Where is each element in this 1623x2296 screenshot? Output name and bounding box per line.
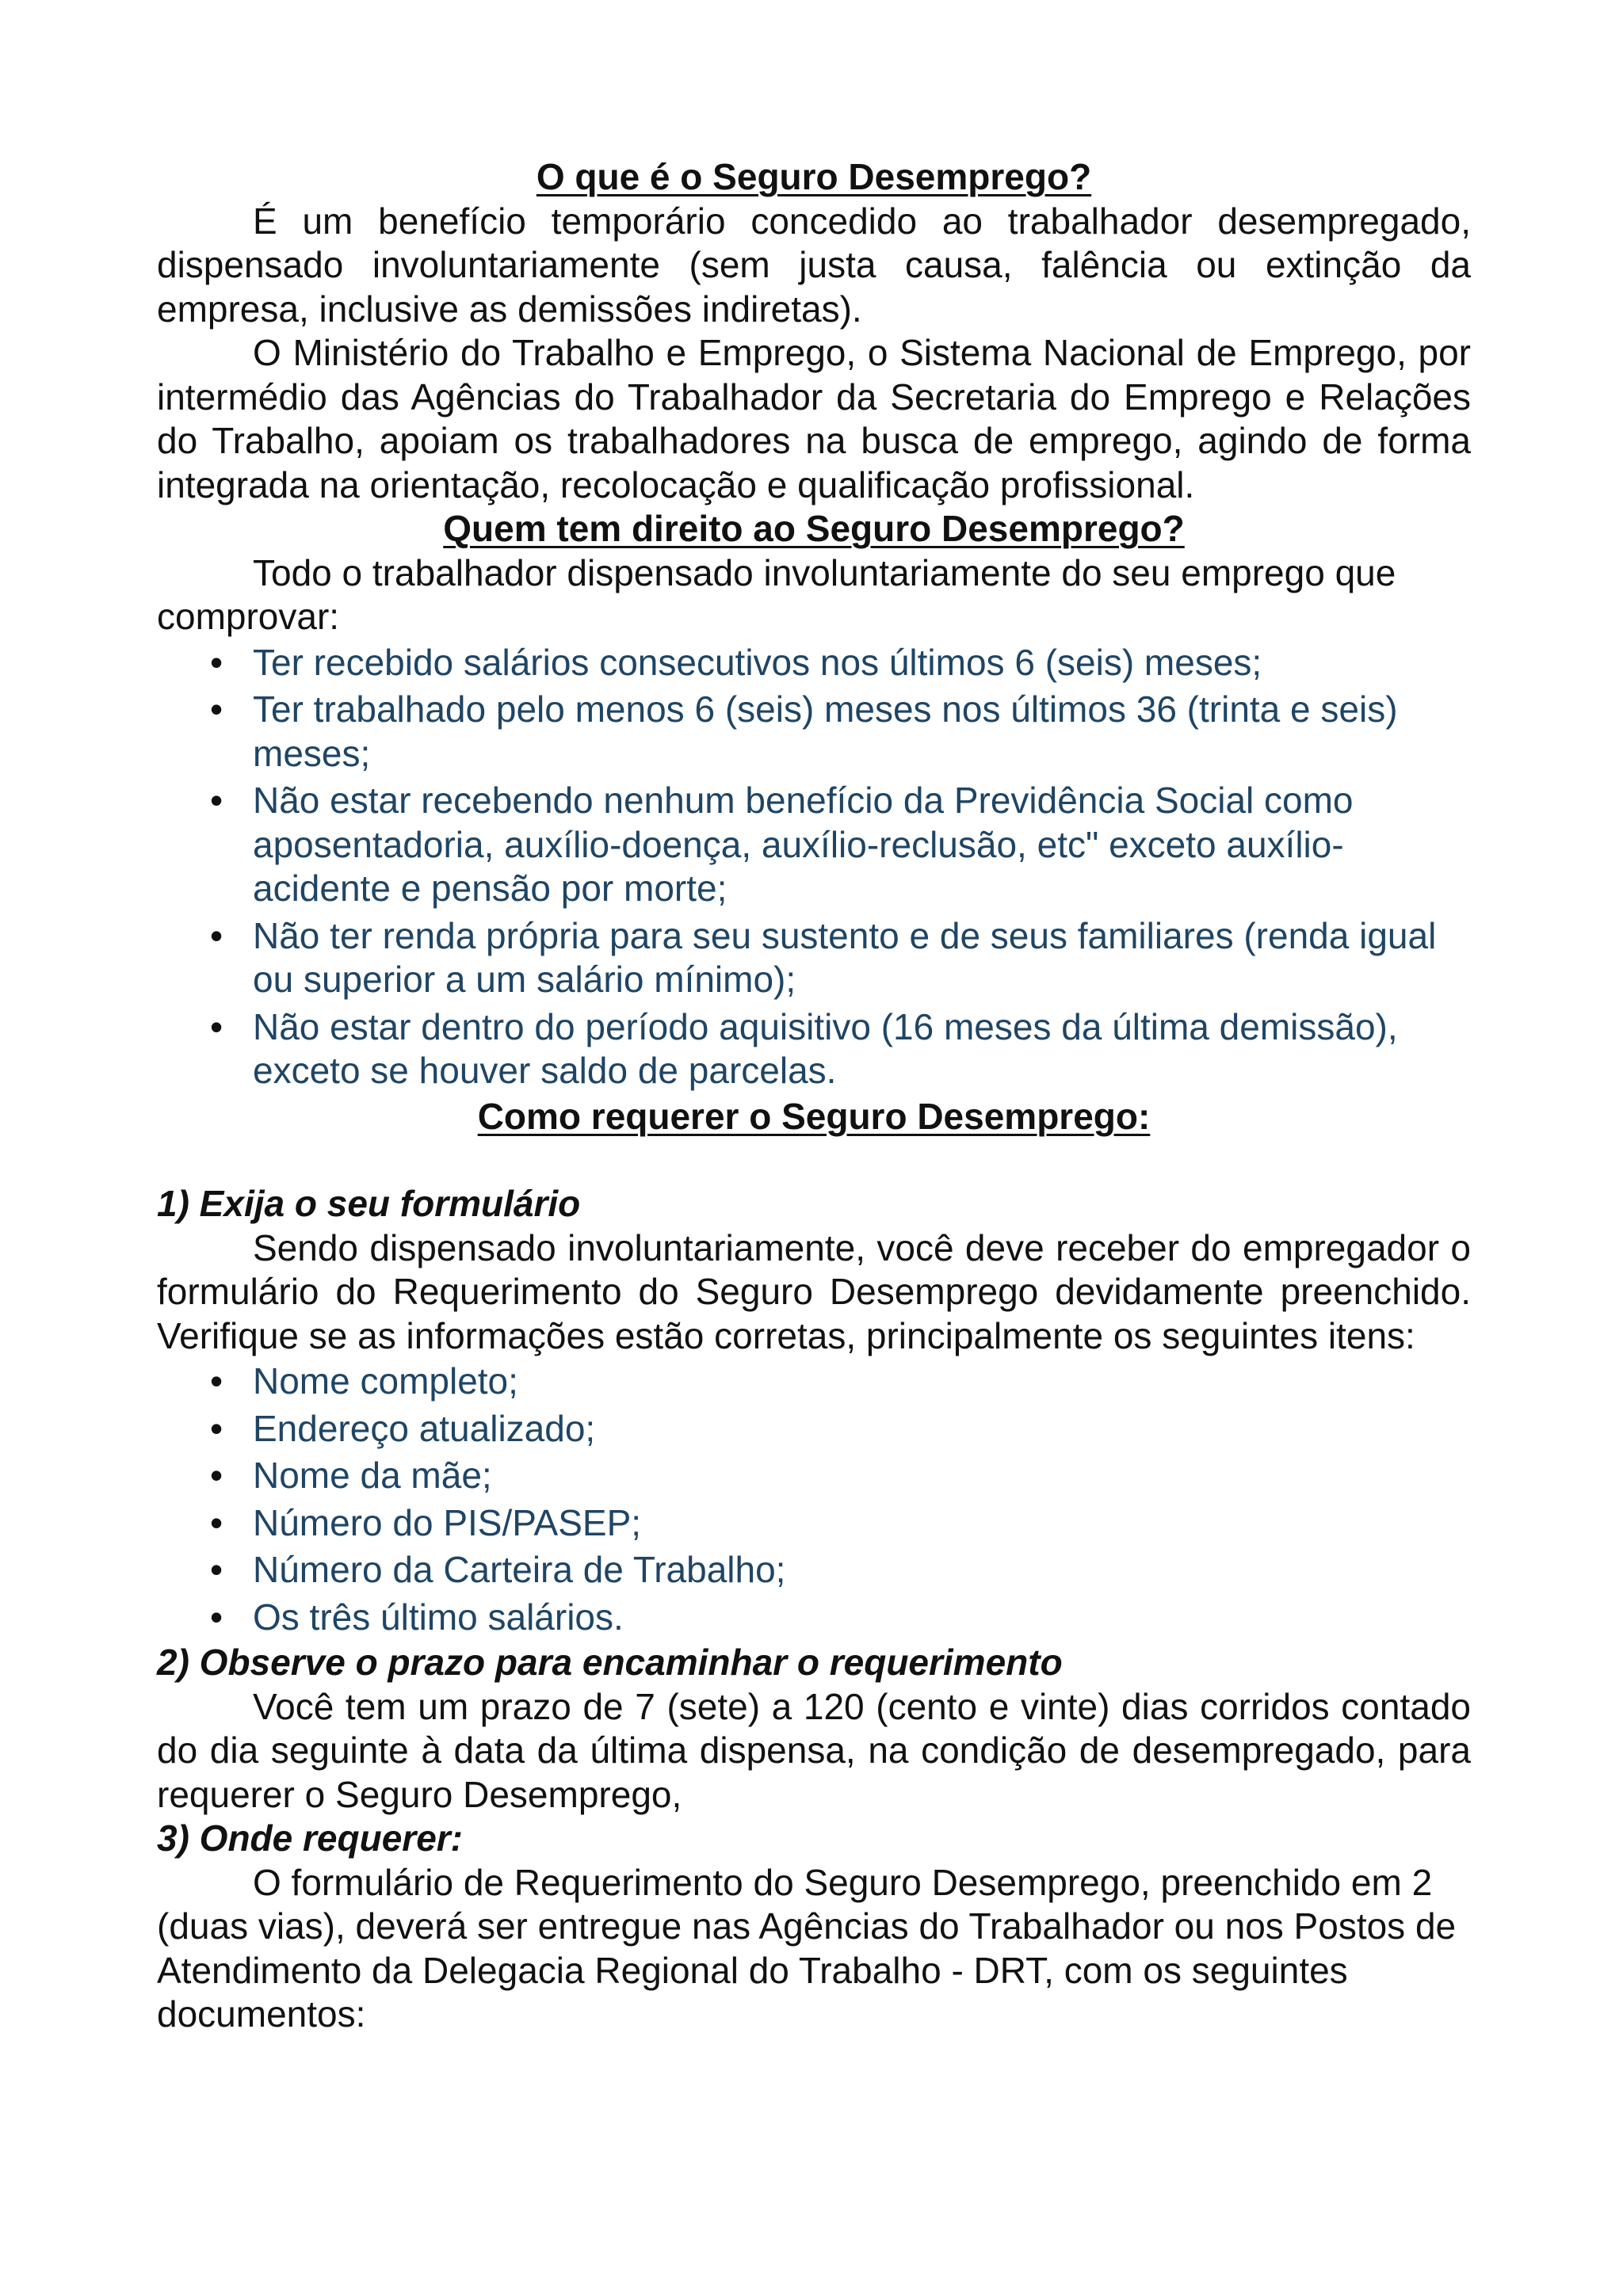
bullet-icon: •: [210, 1360, 223, 1402]
list-item: [210, 639, 1471, 687]
list-item-text: Nome completo;: [253, 1360, 518, 1402]
list-item: [210, 1594, 1471, 1642]
step3-text: O formulário de Requerimento do Seguro Desemprego, preenchido em 2 (duas vias), deverá ser entregue nas Agências do Trabalhador ou nos Postos de Atendimento da Delegacia Regional do Trabalho - DRT, com os seguintes documentos:: [157, 1861, 1457, 2035]
list-item: [210, 1358, 1471, 1405]
list-item: [210, 1405, 1471, 1453]
list-item: [210, 1004, 1471, 1095]
list-item: [210, 686, 1471, 777]
paragraph-eligibility-intro: Todo o trabalhador dispensado involuntariamente do seu emprego que comprovar:: [157, 551, 1396, 637]
form-items-list: [157, 1358, 1471, 1641]
bullet-icon: •: [210, 688, 223, 730]
heading-who-is-entitled: Quem tem direito ao Seguro Desemprego?: [443, 508, 1185, 549]
list-item-text: Ter recebido salários consecutivos nos últimos 6 (seis) meses;: [253, 641, 1262, 683]
list-item: [210, 1500, 1471, 1547]
step1-text: Sendo dispensado involuntariamente, você deve receber do empregador o formulário do Requerimento do Seguro Desemprego devidamente preenchido. Verifique se as informações estão corretas, principalmente os seguintes itens:: [157, 1226, 1471, 1356]
blank-line: [157, 1138, 1471, 1182]
step2-text: Você tem um prazo de 7 (sete) a 120 (cento e vinte) dias corridos contado do dia seguinte à data da última dispensa, na condição de desempregado, para requerer o Seguro Desemprego,: [157, 1685, 1471, 1815]
list-item: [210, 777, 1471, 913]
list-item-text: Ter trabalhado pelo menos 6 (seis) meses nos últimos 36 (trinta e seis) meses;: [253, 688, 1398, 774]
paragraph-ministry: O Ministério do Trabalho e Emprego, o Sistema Nacional de Emprego, por intermédio das Agências do Trabalhador da Secretaria do Emprego e Relações do Trabalho, apoiam os trabalhadores na busca de emprego, agindo de forma integrada na orientação, recolocação e qualificação profissional.: [157, 332, 1471, 505]
bullet-icon: •: [210, 641, 223, 683]
bullet-icon: •: [210, 1407, 223, 1449]
list-item-text: Número da Carteira de Trabalho;: [253, 1549, 786, 1590]
bullet-icon: •: [210, 1005, 223, 1047]
bullet-icon: •: [210, 914, 223, 956]
step2-title: 2) Observe o prazo para encaminhar o requerimento: [157, 1642, 1063, 1683]
heading-what-is: O que é o Seguro Desemprego?: [536, 156, 1092, 197]
paragraph-definition: É um benefício temporário concedido ao trabalhador desempregado, dispensado involuntariamente (sem justa causa, falência ou extinção da empresa, inclusive as demissões indiretas).: [157, 200, 1471, 330]
bullet-icon: •: [210, 1596, 223, 1638]
document-page: [157, 155, 1471, 2037]
step3-title: 3) Onde requerer:: [157, 1817, 463, 1859]
heading-how-to-request: Como requerer o Seguro Desemprego:: [477, 1095, 1151, 1137]
list-item-text: Os três último salários.: [253, 1596, 624, 1638]
eligibility-list: [157, 639, 1471, 1095]
bullet-icon: •: [210, 1455, 223, 1496]
list-item-text: Não estar dentro do período aquisitivo (16 meses da última demissão), exceto se houver saldo de parcelas.: [253, 1005, 1398, 1091]
bullet-icon: •: [210, 1501, 223, 1543]
list-item-text: Não estar recebendo nenhum benefício da Previdência Social como aposentadoria, auxílio-doença, auxílio-reclusão, etc" exceto auxílio-acidente e pensão por morte;: [253, 780, 1354, 909]
step1-title: 1) Exija o seu formulário: [157, 1183, 581, 1224]
bullet-icon: •: [210, 780, 223, 821]
list-item: [210, 1452, 1471, 1500]
bullet-icon: •: [210, 1549, 223, 1590]
list-item-text: Número do PIS/PASEP;: [253, 1501, 642, 1543]
list-item-text: Não ter renda própria para seu sustento e de seus familiares (renda igual ou superior a um salário mínimo);: [253, 914, 1437, 1000]
list-item-text: Nome da mãe;: [253, 1455, 492, 1496]
list-item: [210, 1547, 1471, 1594]
list-item: [210, 913, 1471, 1004]
list-item-text: Endereço atualizado;: [253, 1407, 596, 1449]
